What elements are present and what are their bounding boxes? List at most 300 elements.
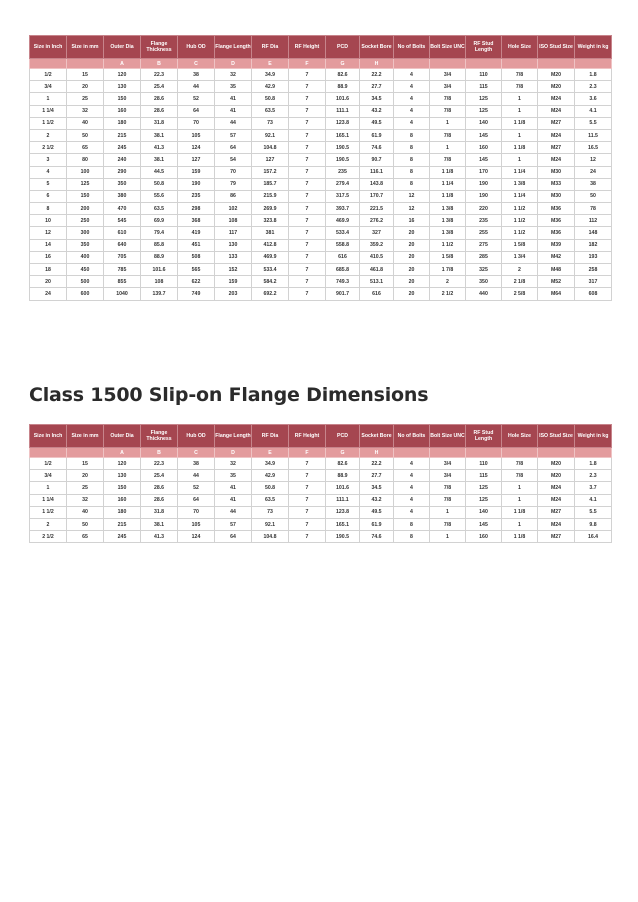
table-cell: 1 — [502, 482, 538, 494]
table-cell: 115 — [466, 470, 502, 482]
table-row — [30, 166, 612, 178]
table-cell: 359.2 — [360, 239, 394, 251]
table-cell: 85.8 — [141, 239, 178, 251]
table-cell: 78 — [575, 203, 612, 215]
table-cell: M27 — [538, 531, 575, 543]
table-cell: 70 — [178, 117, 215, 129]
dimension-letter: C — [178, 59, 215, 69]
table-cell: 41 — [215, 93, 252, 105]
table-cell: 20 — [67, 81, 104, 93]
table-cell: 412.8 — [252, 239, 289, 251]
table-cell: 38 — [178, 458, 215, 470]
column-header: Socket Bore — [360, 36, 394, 59]
table-cell: 7 — [289, 166, 326, 178]
table-cell: 34.9 — [252, 69, 289, 81]
dimension-letter: D — [215, 59, 252, 69]
table-cell: 622 — [178, 276, 215, 288]
table-cell: 88.9 — [141, 251, 178, 263]
table-cell: 7 — [289, 494, 326, 506]
table-cell: 3.7 — [575, 482, 612, 494]
table-cell: 125 — [466, 494, 502, 506]
table-cell: 110 — [466, 458, 502, 470]
table-cell: 41.3 — [141, 142, 178, 154]
table-cell: 3/4 — [430, 69, 466, 81]
table-cell: 35 — [215, 470, 252, 482]
table-cell: 7/8 — [430, 154, 466, 166]
table-cell: 7/8 — [502, 81, 538, 93]
table-cell: 15 — [67, 69, 104, 81]
table-cell: 8 — [394, 142, 430, 154]
table-cell: 7 — [289, 531, 326, 543]
table-cell: 190 — [466, 190, 502, 202]
table-cell: 327 — [360, 227, 394, 239]
table-cell: 41.3 — [141, 531, 178, 543]
column-header: No of Bolts — [394, 425, 430, 448]
table-cell: 50 — [575, 190, 612, 202]
table-cell: 7 — [289, 154, 326, 166]
table-row — [30, 239, 612, 251]
column-header: RF Height — [289, 425, 326, 448]
table-cell: 2 — [430, 276, 466, 288]
column-header: Flange Length — [215, 425, 252, 448]
table-cell: 1 7/8 — [430, 264, 466, 276]
table-cell: M20 — [538, 470, 575, 482]
column-header: Weight in kg — [575, 425, 612, 448]
table-cell: 7 — [289, 117, 326, 129]
table-cell: 124 — [178, 142, 215, 154]
table-cell: 7 — [289, 458, 326, 470]
table-cell: 82.6 — [326, 458, 360, 470]
table-cell: 9.8 — [575, 518, 612, 530]
table-cell: 7 — [289, 105, 326, 117]
table-cell: 130 — [104, 81, 141, 93]
table-cell: 38.1 — [141, 154, 178, 166]
table-cell: 61.9 — [360, 518, 394, 530]
table-cell: 1 1/4 — [30, 105, 67, 117]
table-cell: 616 — [360, 288, 394, 300]
table-cell: 8 — [394, 129, 430, 141]
table-cell: 25.4 — [141, 81, 178, 93]
table-cell: 43.2 — [360, 494, 394, 506]
table-cell: 5.5 — [575, 117, 612, 129]
table-cell: 73 — [252, 506, 289, 518]
column-header: PCD — [326, 425, 360, 448]
table-cell: 469.9 — [326, 215, 360, 227]
table-cell: 8 — [394, 154, 430, 166]
table-cell: 7 — [289, 506, 326, 518]
table-row — [30, 105, 612, 117]
flange-table-2 — [29, 424, 612, 543]
table-cell: M20 — [538, 458, 575, 470]
table-cell: 100 — [67, 166, 104, 178]
table-cell: M48 — [538, 264, 575, 276]
table-cell: 38.1 — [141, 518, 178, 530]
table-cell: 1 1/8 — [430, 190, 466, 202]
table-cell: M24 — [538, 129, 575, 141]
column-header: RF Stud Length — [466, 36, 502, 59]
table-cell: 901.7 — [326, 288, 360, 300]
table-cell: 1040 — [104, 288, 141, 300]
column-header: Hole Size — [502, 425, 538, 448]
table-cell: 190.5 — [326, 154, 360, 166]
table-cell: 108 — [141, 276, 178, 288]
table-cell: 42.9 — [252, 470, 289, 482]
dimension-letter — [466, 59, 502, 69]
table-cell: 290 — [104, 166, 141, 178]
table-cell: 4 — [394, 81, 430, 93]
table-cell: 104.8 — [252, 142, 289, 154]
table-cell: M64 — [538, 288, 575, 300]
table-cell: 193 — [575, 251, 612, 263]
table-cell: 285 — [466, 251, 502, 263]
dimension-letter: B — [141, 448, 178, 458]
table-cell: 111.1 — [326, 105, 360, 117]
table-cell: 12 — [575, 154, 612, 166]
table-cell: 7 — [289, 81, 326, 93]
table-cell: 32 — [67, 494, 104, 506]
table-cell: 190 — [466, 178, 502, 190]
header-row — [30, 425, 612, 448]
table-cell: 190 — [178, 178, 215, 190]
table-cell: 65 — [67, 531, 104, 543]
table-cell: 88.9 — [326, 81, 360, 93]
column-header: Bolt Size UNC — [430, 36, 466, 59]
table-cell: 8 — [394, 166, 430, 178]
table-cell: 31.8 — [141, 506, 178, 518]
table-cell: 1 — [502, 129, 538, 141]
table-cell: 1 1/8 — [430, 166, 466, 178]
column-header: RF Dia — [252, 36, 289, 59]
table-cell: 1 — [430, 142, 466, 154]
table-cell: 41 — [215, 494, 252, 506]
table-cell: 150 — [104, 482, 141, 494]
table-cell: 22.2 — [360, 69, 394, 81]
table-cell: 90.7 — [360, 154, 394, 166]
table-cell: M24 — [538, 482, 575, 494]
table-cell: 640 — [104, 239, 141, 251]
dimension-letter — [394, 59, 430, 69]
table-cell: 451 — [178, 239, 215, 251]
dimension-letter: H — [360, 59, 394, 69]
table-row — [30, 288, 612, 300]
table-cell: 125 — [466, 482, 502, 494]
table-cell: 1 — [502, 93, 538, 105]
table-cell: 20 — [394, 276, 430, 288]
table-cell: 50.8 — [252, 93, 289, 105]
table-cell: 92.1 — [252, 129, 289, 141]
column-header: No of Bolts — [394, 36, 430, 59]
column-header: ISO Stud Size — [538, 36, 575, 59]
table-cell: 25 — [67, 482, 104, 494]
table-cell: 1 1/4 — [502, 190, 538, 202]
table-row — [30, 470, 612, 482]
table-cell: 1 1/4 — [430, 178, 466, 190]
table-cell: 2 — [502, 264, 538, 276]
table-cell: 49.5 — [360, 117, 394, 129]
table-cell: 127 — [252, 154, 289, 166]
table-cell: 749.3 — [326, 276, 360, 288]
table-cell: 7 — [289, 518, 326, 530]
table-cell: 1 1/2 — [502, 215, 538, 227]
table-cell: 616 — [326, 251, 360, 263]
table-cell: 80 — [67, 154, 104, 166]
table-cell: 57 — [215, 129, 252, 141]
column-header: PCD — [326, 36, 360, 59]
table-cell: 1 1/8 — [502, 117, 538, 129]
table-cell: 1 — [30, 482, 67, 494]
table-cell: 1 1/8 — [502, 142, 538, 154]
table-cell: 381 — [252, 227, 289, 239]
table-cell: 50 — [67, 129, 104, 141]
table-cell: 69.9 — [141, 215, 178, 227]
table-cell: 3/4 — [430, 458, 466, 470]
table-cell: 20 — [394, 227, 430, 239]
table-cell: 1 5/8 — [502, 239, 538, 251]
dimension-letter — [502, 448, 538, 458]
table-cell: 400 — [67, 251, 104, 263]
table-row — [30, 227, 612, 239]
table-cell: 4 — [394, 93, 430, 105]
table-cell: 4 — [394, 458, 430, 470]
table-cell: 380 — [104, 190, 141, 202]
table-cell: 61.9 — [360, 129, 394, 141]
table-cell: 255 — [466, 227, 502, 239]
table-row — [30, 506, 612, 518]
table-cell: 92.1 — [252, 518, 289, 530]
table-cell: 70 — [178, 506, 215, 518]
table-cell: 16.5 — [575, 142, 612, 154]
dimension-letter-row — [30, 59, 612, 69]
table-cell: M36 — [538, 215, 575, 227]
table-cell: 1 1/2 — [502, 227, 538, 239]
table-cell: 1.8 — [575, 69, 612, 81]
table-cell: 127 — [178, 154, 215, 166]
table-row — [30, 518, 612, 530]
table-row — [30, 215, 612, 227]
table-cell: 450 — [67, 264, 104, 276]
table-cell: 565 — [178, 264, 215, 276]
table-cell: 34.9 — [252, 458, 289, 470]
table-cell: 7 — [289, 190, 326, 202]
table-cell: 105 — [178, 129, 215, 141]
table-cell: 64 — [215, 142, 252, 154]
dimension-letter: B — [141, 59, 178, 69]
table-cell: 4.1 — [575, 105, 612, 117]
table-cell: 300 — [67, 227, 104, 239]
table-cell: 159 — [215, 276, 252, 288]
column-header: Flange Length — [215, 36, 252, 59]
table-cell: 2 — [30, 518, 67, 530]
table-cell: M24 — [538, 105, 575, 117]
table-cell: 28.6 — [141, 93, 178, 105]
table-cell: 108 — [215, 215, 252, 227]
table-cell: 1 — [430, 531, 466, 543]
dimension-letter-row — [30, 448, 612, 458]
table-cell: 14 — [30, 239, 67, 251]
table-cell: 8 — [394, 531, 430, 543]
table-cell: 82.6 — [326, 69, 360, 81]
table-cell: 7 — [289, 178, 326, 190]
table-cell: 7 — [289, 203, 326, 215]
table-cell: 1 3/4 — [502, 251, 538, 263]
table-cell: 24 — [30, 288, 67, 300]
table-cell: 7 — [289, 276, 326, 288]
table-cell: 125 — [466, 105, 502, 117]
table-cell: 120 — [104, 69, 141, 81]
table-cell: 160 — [104, 105, 141, 117]
table-cell: 2.3 — [575, 470, 612, 482]
table-cell: 43.2 — [360, 105, 394, 117]
table-cell: 101.6 — [141, 264, 178, 276]
table-cell: 165.1 — [326, 129, 360, 141]
column-header: ISO Stud Size — [538, 425, 575, 448]
table-cell: 25.4 — [141, 470, 178, 482]
table-cell: 180 — [104, 117, 141, 129]
table-cell: 64 — [215, 531, 252, 543]
table-cell: 600 — [67, 288, 104, 300]
table-cell: 325 — [466, 264, 502, 276]
table-cell: 1 — [30, 93, 67, 105]
table-cell: 139.7 — [141, 288, 178, 300]
table-cell: 63.5 — [252, 105, 289, 117]
table-row — [30, 482, 612, 494]
table-cell: 410.5 — [360, 251, 394, 263]
column-header: Socket Bore — [360, 425, 394, 448]
table-cell: 8 — [394, 178, 430, 190]
table-row — [30, 93, 612, 105]
flange-table-1 — [29, 35, 612, 301]
table-cell: 64 — [178, 494, 215, 506]
column-header: Weight in kg — [575, 36, 612, 59]
table-cell: 20 — [394, 288, 430, 300]
table-cell: 16 — [30, 251, 67, 263]
table-row — [30, 251, 612, 263]
dimension-letter — [30, 448, 67, 458]
table-cell: 3.6 — [575, 93, 612, 105]
dimension-letter: F — [289, 448, 326, 458]
table-cell: 38.1 — [141, 129, 178, 141]
table-cell: 65 — [67, 142, 104, 154]
table-cell: 3/4 — [430, 470, 466, 482]
table-cell: 35 — [215, 81, 252, 93]
table-cell: 123.8 — [326, 506, 360, 518]
table-cell: 317 — [575, 276, 612, 288]
table-cell: 1 1/4 — [502, 166, 538, 178]
table-cell: 7 — [289, 482, 326, 494]
table-cell: 1 3/8 — [430, 215, 466, 227]
table-cell: 8 — [30, 203, 67, 215]
table-cell: 145 — [466, 129, 502, 141]
table-cell: 215.9 — [252, 190, 289, 202]
table-cell: M52 — [538, 276, 575, 288]
dimension-letter: D — [215, 448, 252, 458]
table-cell: M33 — [538, 178, 575, 190]
table-cell: 3/4 — [430, 81, 466, 93]
table-cell: 350 — [466, 276, 502, 288]
table-cell: 79.4 — [141, 227, 178, 239]
table-cell: 11.5 — [575, 129, 612, 141]
table-cell: 245 — [104, 142, 141, 154]
table-cell: 235 — [178, 190, 215, 202]
table-cell: 27.7 — [360, 81, 394, 93]
table-cell: 419 — [178, 227, 215, 239]
table-cell: 749 — [178, 288, 215, 300]
table-cell: 558.8 — [326, 239, 360, 251]
table-row — [30, 531, 612, 543]
table-cell: 32 — [215, 458, 252, 470]
table-cell: 258 — [575, 264, 612, 276]
table-cell: 57 — [215, 518, 252, 530]
table-cell: 1.8 — [575, 458, 612, 470]
table-cell: 245 — [104, 531, 141, 543]
table-cell: 148 — [575, 227, 612, 239]
column-header: Size in mm — [67, 425, 104, 448]
table-cell: 190.5 — [326, 531, 360, 543]
dimension-letter — [394, 448, 430, 458]
table-cell: 608 — [575, 288, 612, 300]
table-cell: 34.5 — [360, 93, 394, 105]
table-cell: 7/8 — [430, 494, 466, 506]
table-cell: 855 — [104, 276, 141, 288]
table-row — [30, 203, 612, 215]
table-cell: M27 — [538, 142, 575, 154]
table-cell: M24 — [538, 518, 575, 530]
table-cell: 461.8 — [360, 264, 394, 276]
table-cell: 1/2 — [30, 458, 67, 470]
table-cell: 1 1/2 — [502, 203, 538, 215]
table-cell: 22.3 — [141, 458, 178, 470]
table-row — [30, 494, 612, 506]
table-cell: 22.2 — [360, 458, 394, 470]
table-cell: 32 — [67, 105, 104, 117]
table-cell: 1 1/8 — [502, 531, 538, 543]
section-title: Class 1500 Slip-on Flange Dimensions — [29, 384, 429, 406]
table-cell: 190.5 — [326, 142, 360, 154]
table-cell: 200 — [67, 203, 104, 215]
table-cell: M20 — [538, 69, 575, 81]
table-cell: 1 — [502, 105, 538, 117]
table-cell: 685.8 — [326, 264, 360, 276]
table-cell: 101.6 — [326, 93, 360, 105]
table-cell: 180 — [104, 506, 141, 518]
table-cell: 4 — [30, 166, 67, 178]
table-cell: 215 — [104, 518, 141, 530]
table-cell: 25 — [67, 93, 104, 105]
table-cell: 7 — [289, 470, 326, 482]
table-cell: 49.5 — [360, 506, 394, 518]
table-cell: 7 — [289, 251, 326, 263]
table-cell: M24 — [538, 494, 575, 506]
dimension-letter — [30, 59, 67, 69]
table-cell: 145 — [466, 154, 502, 166]
table-cell: 70 — [215, 166, 252, 178]
table-row — [30, 264, 612, 276]
table-cell: 79 — [215, 178, 252, 190]
table-cell: 16.4 — [575, 531, 612, 543]
dimension-letter: A — [104, 448, 141, 458]
table-cell: 185.7 — [252, 178, 289, 190]
table-cell: 276.2 — [360, 215, 394, 227]
table-cell: M24 — [538, 93, 575, 105]
table-cell: 1 — [430, 117, 466, 129]
table-row — [30, 154, 612, 166]
table-cell: 150 — [104, 93, 141, 105]
table-cell: 7 — [289, 93, 326, 105]
table-cell: M24 — [538, 154, 575, 166]
table-cell: 250 — [67, 215, 104, 227]
dimension-letter: A — [104, 59, 141, 69]
table-cell: 32 — [215, 69, 252, 81]
